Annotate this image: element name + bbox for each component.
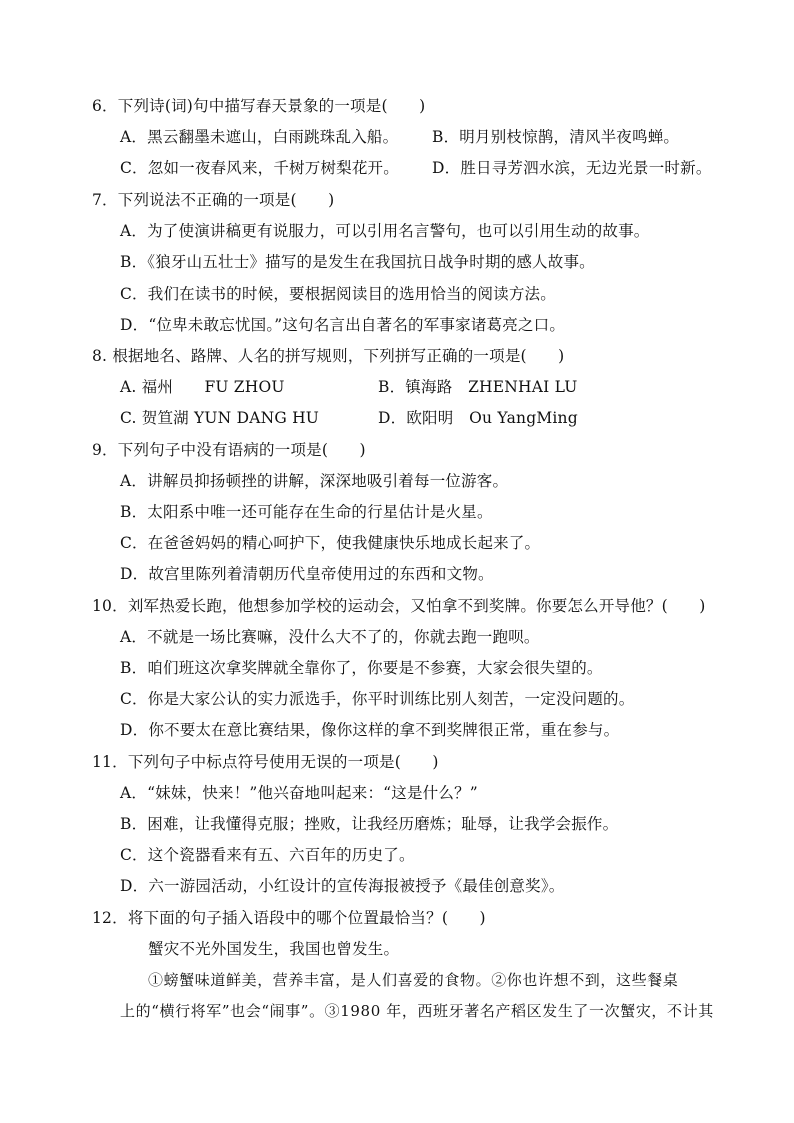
q9-option-c: C．在爸爸妈妈的精心呵护下，使我健康快乐地成长起来了。 [120, 534, 541, 552]
q7-option-d: D．“位卑未敢忘忧国。”这句名言出自著名的军事家诸葛亮之口。 [120, 316, 566, 334]
q12-stem: 12．将下面的句子插入语段中的哪个位置最恰当？( ) [92, 909, 486, 927]
q7-option-a: A．为了使演讲稿更有说服力，可以引用名言警句，也可以引用生动的故事。 [120, 222, 650, 240]
q6-stem: 6．下列诗(词)句中描写春天景象的一项是( ) [92, 97, 426, 115]
q10-option-c: C．你是大家公认的实力派选手，你平时训练比别人刻苦，一定没问题的。 [120, 690, 635, 708]
q10-stem: 10．刘军热爱长跑，他想参加学校的运动会，又怕拿不到奖牌。你要怎么开导他？( ) [92, 597, 706, 615]
q11-option-c: C．这个瓷器看来有五、六百年的历史了。 [120, 846, 415, 864]
q12-insert-sentence: 蟹灾不光外国发生，我国也曾发生。 [148, 940, 400, 958]
q9-option-b: B．太阳系中唯一还可能存在生命的行星估计是火星。 [120, 503, 493, 521]
q7-option-c: C．我们在读书的时候，要根据阅读目的选用恰当的阅读方法。 [120, 285, 556, 303]
q10-option-d: D．你不要太在意比赛结果，像你这样的拿不到奖牌很正常，重在参与。 [120, 721, 620, 739]
q11-stem: 11．下列句子中标点符号使用无误的一项是( ) [92, 753, 439, 771]
q10-option-b: B．咱们班这次拿奖牌就全靠你了，你要是不参赛，大家会很失望的。 [120, 659, 603, 677]
q6-option-b: B．明月别枝惊鹊，清风半夜鸣蝉。 [432, 128, 680, 146]
q6-option-c: C．忽如一夜春风来，千树万树梨花开。 [120, 159, 399, 177]
q8-option-d: D．欧阳明 Ou YangMing [378, 409, 578, 427]
q11-option-a: A．“妹妹，快来！”他兴奋地叫起来：“这是什么？” [120, 784, 478, 802]
q6-option-a: A．黑云翻墨未遮山，白雨跳珠乱入船。 [120, 128, 399, 146]
q11-option-b: B．困难，让我懂得克服；挫败，让我经历磨炼；耻辱，让我学会振作。 [120, 815, 619, 833]
q9-option-d: D．故宫里陈列着清朝历代皇帝使用过的东西和文物。 [120, 565, 494, 583]
q8-stem: 8. 根据地名、路牌、人名的拼写规则，下列拼写正确的一项是( ) [92, 347, 565, 365]
q7-stem: 7．下列说法不正确的一项是( ) [92, 191, 335, 209]
q8-option-b: B．镇海路 ZHENHAI LU [378, 378, 578, 396]
q12-passage-line-1: ①螃蟹味道鲜美，营养丰富，是人们喜爱的食物。②你也许想不到，这些餐桌 [148, 971, 679, 989]
q7-option-b: B．《狼牙山五壮士》描写的是发生在我国抗日战争时期的感人故事。 [120, 253, 595, 271]
q9-option-a: A．讲解员抑扬顿挫的讲解，深深地吸引着每一位游客。 [120, 472, 509, 490]
q12-passage-line-2: 上的“横行将军”也会“闹事”。③1980 年，西班牙著名产稻区发生了一次蟹灾，不计其 [120, 1002, 714, 1020]
q10-option-a: A．不就是一场比赛嘛，没什么大不了的，你就去跑一跑呗。 [120, 628, 540, 646]
q8-option-c: C. 贺笪湖 YUN DANG HU [120, 409, 320, 427]
q9-stem: 9．下列句子中没有语病的一项是( ) [92, 441, 366, 459]
q11-option-d: D．六一游园活动，小红设计的宣传海报被授予《最佳创意奖》。 [120, 877, 565, 895]
q6-option-d: D．胜日寻芳泗水滨，无边光景一时新。 [432, 159, 712, 177]
q8-option-a: A. 福州 FU ZHOU [120, 378, 285, 396]
